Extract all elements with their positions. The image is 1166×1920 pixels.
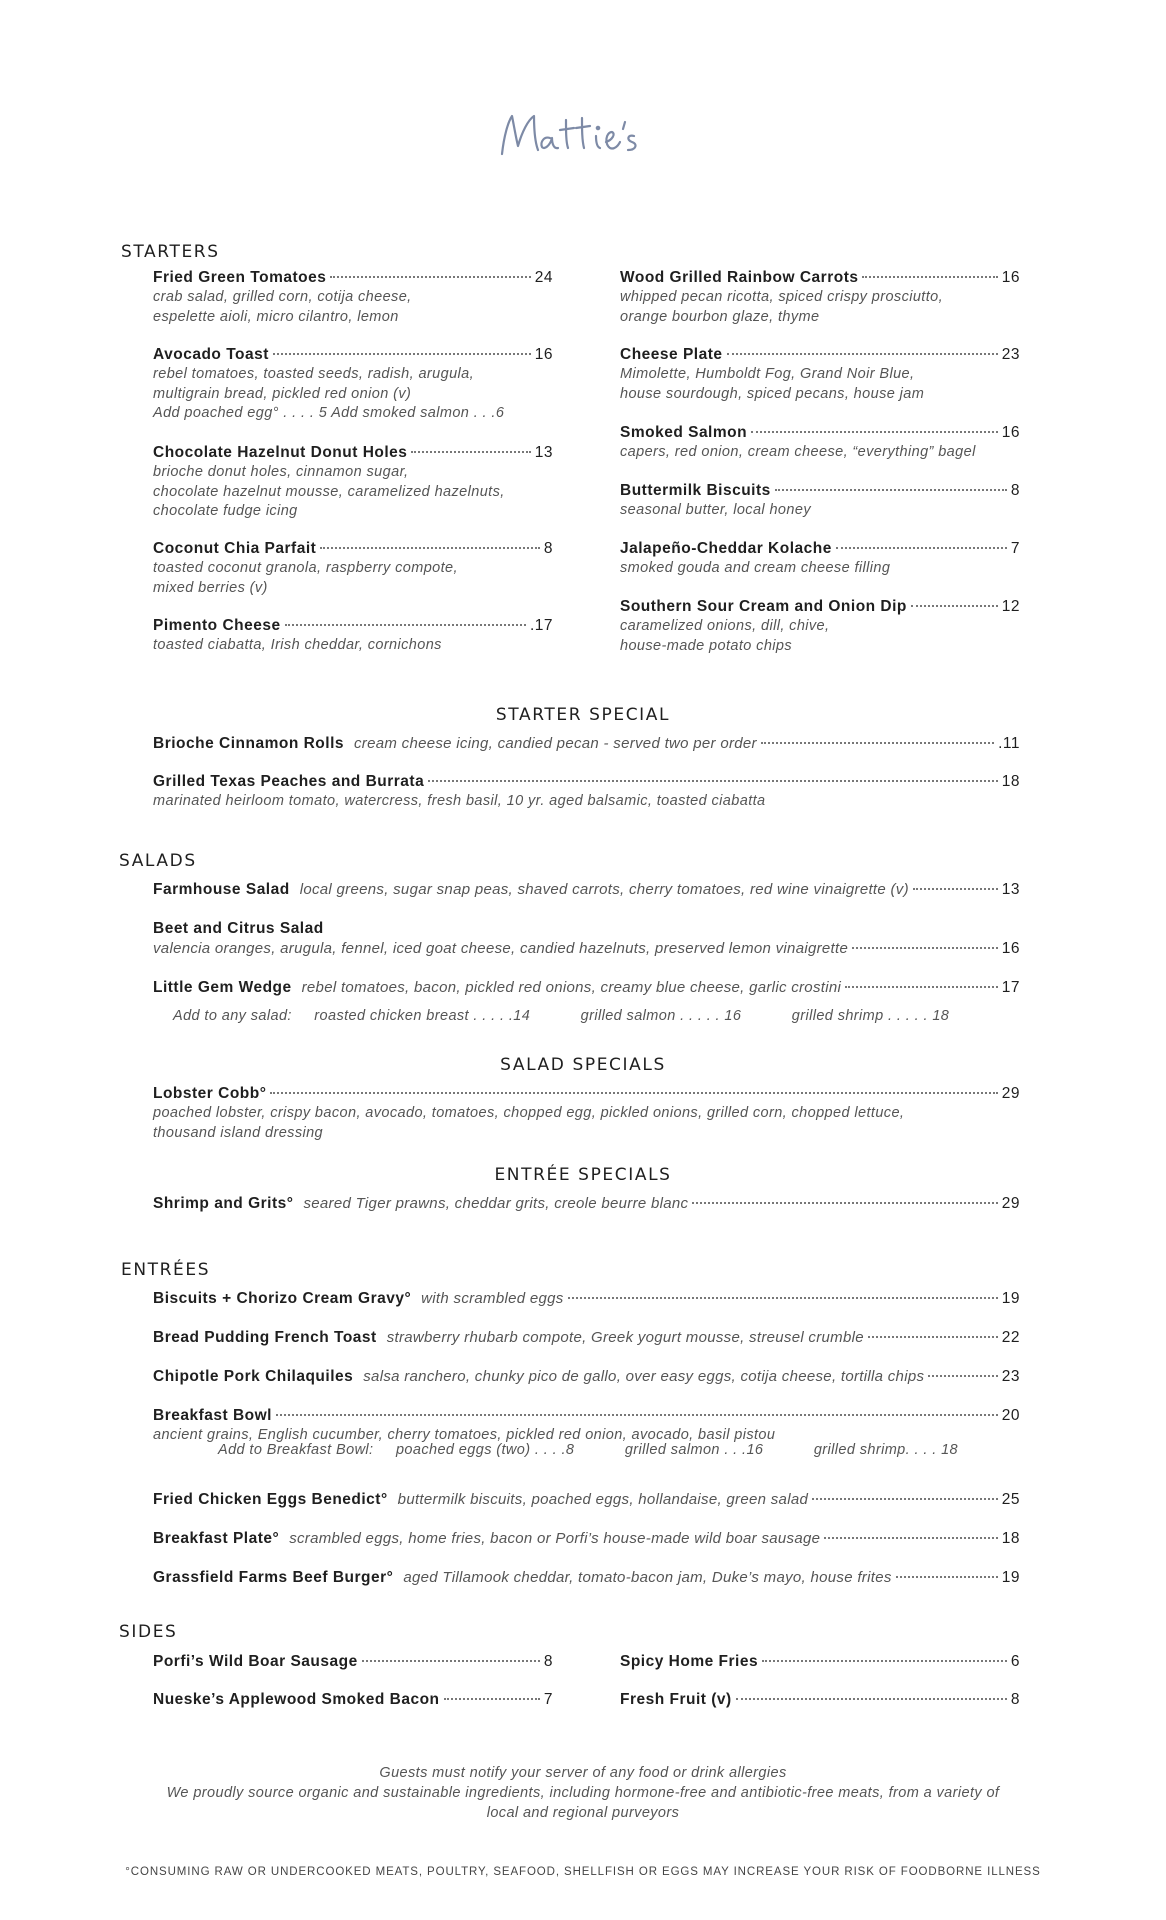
section-heading-starters: STARTERS	[121, 242, 220, 262]
menu-item	[153, 1367, 1020, 1387]
addon-option: grilled shrimp. . . . 18	[813, 1442, 959, 1458]
menu-item-row	[153, 1690, 553, 1710]
menu-item-price: 7	[1010, 540, 1020, 557]
allergy-note: Guests must notify your server of any food or drink allergies	[379, 1765, 787, 1781]
section-heading-entrees: ENTRÉES	[121, 1260, 211, 1280]
menu-item-price: 8	[1010, 1691, 1020, 1708]
menu-item-row	[153, 1367, 1020, 1387]
menu-item-row	[620, 1652, 1020, 1672]
menu-item-row	[620, 597, 1020, 617]
dot-leader	[911, 605, 998, 607]
menu-item	[153, 1490, 1020, 1510]
menu-item	[153, 939, 1020, 959]
menu-item-row	[153, 939, 1020, 959]
menu-item-name: Shrimp and Grits°	[153, 1195, 294, 1212]
menu-item-price: .11	[998, 735, 1020, 752]
menu-item	[153, 616, 553, 656]
menu-item-inline-description: valencia oranges, arugula, fennel, iced goat cheese, candied hazelnuts, preserved lemon vinaigrette	[153, 940, 849, 957]
menu-item	[620, 268, 1020, 327]
menu-item	[153, 772, 1020, 812]
menu-item-name: Southern Sour Cream and Onion Dip	[620, 598, 907, 615]
menu-item	[153, 1084, 1020, 1143]
menu-item	[620, 345, 1020, 404]
menu-item-name: Grassfield Farms Beef Burger°	[153, 1569, 394, 1586]
menu-item-description: poached lobster, crispy bacon, avocado, tomatoes, chopped egg, pickled onions, grilled corn, chopped lettuce, thousand island dressing	[153, 1105, 905, 1141]
menu-item-name: Breakfast Plate°	[153, 1530, 280, 1547]
menu-item-row	[620, 345, 1020, 365]
menu-item-inline-description: local greens, sugar snap peas, shaved carrots, cherry tomatoes, red wine vinaigrette (v)	[299, 881, 909, 898]
menu-item-row	[153, 1568, 1020, 1588]
menu-item-row	[153, 1328, 1020, 1348]
menu-item-inline-description: cream cheese icing, candied pecan - served two per order	[354, 735, 757, 752]
menu-item	[153, 443, 553, 522]
menu-item-name: Brioche Cinnamon Rolls	[153, 735, 344, 752]
dot-leader	[444, 1698, 540, 1700]
menu-item-inline-description: strawberry rhubarb compote, Greek yogurt mousse, streusel crumble	[386, 1329, 864, 1346]
addon-label: Add to any salad:	[173, 1008, 292, 1024]
menu-item-name: Nueske’s Applewood Smoked Bacon	[153, 1691, 440, 1708]
addon-option: poached eggs (two) . . . .8	[395, 1442, 575, 1458]
menu-item-name: Smoked Salmon	[620, 424, 748, 441]
menu-item-name: Bread Pudding French Toast	[153, 1329, 377, 1346]
section-heading-sides: SIDES	[119, 1622, 178, 1642]
menu-item-price: 16	[1001, 424, 1020, 441]
menu-item-row	[153, 1194, 1020, 1214]
menu-item-inline-description: buttermilk biscuits, poached eggs, hollandaise, green salad	[397, 1491, 809, 1508]
menu-item-row	[153, 1490, 1020, 1510]
addon-option: roasted chicken breast . . . . .14	[314, 1008, 531, 1024]
menu-item-price: 12	[1001, 598, 1020, 615]
menu-item	[620, 481, 1020, 521]
dot-leader	[751, 431, 998, 433]
menu-item-description: capers, red onion, cream cheese, “everything” bagel	[620, 444, 976, 460]
menu-item-inline-description: rebel tomatoes, bacon, pickled red onions, creamy blue cheese, garlic crostini	[301, 979, 842, 996]
menu-item-price: 25	[1001, 1491, 1020, 1508]
dot-leader	[862, 276, 997, 278]
menu-item	[153, 1652, 553, 1672]
menu-item-price: 8	[1010, 482, 1020, 499]
menu-item	[620, 423, 1020, 463]
dot-leader	[362, 1660, 540, 1662]
menu-item-row	[153, 268, 553, 288]
dot-leader	[727, 353, 998, 355]
addon-label: Add to Breakfast Bowl:	[218, 1442, 374, 1458]
dot-leader	[928, 1375, 997, 1377]
menu-item-price: 16	[1001, 940, 1020, 957]
menu-item-row	[153, 880, 1020, 900]
menu-item-name: Lobster Cobb°	[153, 1085, 267, 1102]
menu-item	[153, 1194, 1020, 1214]
menu-item-name: Fried Green Tomatoes	[153, 269, 327, 286]
menu-item-price: 16	[534, 346, 553, 363]
menu-item-inline-description: scrambled eggs, home fries, bacon or Porfi’s house-made wild boar sausage	[289, 1530, 821, 1547]
menu-item-name: Wood Grilled Rainbow Carrots	[620, 269, 859, 286]
menu-item-row	[153, 345, 553, 365]
menu-item-description: caramelized onions, dill, chive, house-made potato chips	[620, 618, 830, 654]
section-heading-entree-specials: ENTRÉE SPECIALS	[494, 1165, 672, 1185]
menu-item-price: 23	[1001, 346, 1020, 363]
menu-item-row	[153, 539, 553, 559]
menu-item	[620, 597, 1020, 656]
menu-item-price: 22	[1001, 1329, 1020, 1346]
menu-item-description: toasted ciabatta, Irish cheddar, cornichons	[153, 637, 442, 653]
section-heading-starter-special: STARTER SPECIAL	[495, 705, 671, 725]
dot-leader	[320, 547, 540, 549]
dot-leader	[812, 1498, 998, 1500]
menu-item-price: 16	[1001, 269, 1020, 286]
menu-item	[620, 1690, 1020, 1710]
menu-item	[153, 268, 553, 327]
menu-item-name: Jalapeño-Cheddar Kolache	[620, 540, 832, 557]
menu-item-description: rebel tomatoes, toasted seeds, radish, arugula, multigrain bread, pickled red onion (v) Add poached egg° . . . . 5 Add smoked salmon . . .6	[153, 366, 505, 421]
menu-item-price: 29	[1001, 1085, 1020, 1102]
menu-item-inline-description: salsa ranchero, chunky pico de gallo, over easy eggs, cotija cheese, tortilla chips	[363, 1368, 925, 1385]
menu-item-name: Grilled Texas Peaches and Burrata	[153, 773, 425, 790]
menu-item	[153, 880, 1020, 900]
dot-leader	[411, 451, 530, 453]
menu-item	[153, 1406, 1020, 1446]
menu-item-description: Mimolette, Humboldt Fog, Grand Noir Blue, house sourdough, spiced pecans, house jam	[620, 366, 925, 402]
menu-item-name: Farmhouse Salad	[153, 881, 290, 898]
dot-leader	[913, 888, 998, 890]
menu-item-price: 29	[1001, 1195, 1020, 1212]
menu-item-name: Buttermilk Biscuits	[620, 482, 771, 499]
menu-item-inline-description: aged Tillamook cheddar, tomato-bacon jam, Duke’s mayo, house frites	[403, 1569, 892, 1586]
menu-item-description: smoked gouda and cream cheese filling	[620, 560, 891, 576]
menu-item	[153, 1289, 1020, 1309]
menu-item-inline-description: seared Tiger prawns, cheddar grits, creole beurre blanc	[303, 1195, 689, 1212]
menu-item-description: toasted coconut granola, raspberry compote, mixed berries (v)	[153, 560, 458, 596]
dot-leader	[775, 489, 1007, 491]
dot-leader	[761, 742, 994, 744]
menu-item-row	[620, 1690, 1020, 1710]
menu-item-name: Chipotle Pork Chilaquiles	[153, 1368, 354, 1385]
dot-leader	[270, 1092, 997, 1094]
dot-leader	[736, 1698, 1007, 1700]
dot-leader	[692, 1202, 997, 1204]
menu-item-price: .17	[529, 617, 553, 634]
menu-item-name: Spicy Home Fries	[620, 1653, 759, 1670]
menu-item-row	[153, 443, 553, 463]
menu-item-name: Pimento Cheese	[153, 617, 281, 634]
menu-item	[153, 1529, 1020, 1549]
dot-leader	[845, 986, 998, 988]
dot-leader	[330, 276, 530, 278]
menu-item-row	[620, 539, 1020, 559]
menu-item-row	[153, 1289, 1020, 1309]
menu-item-row	[153, 772, 1020, 792]
menu-item-inline-description: with scrambled eggs	[421, 1290, 564, 1307]
menu-item-description: seasonal butter, local honey	[620, 502, 811, 518]
dot-leader	[762, 1660, 1007, 1662]
menu-item-price: 19	[1001, 1290, 1020, 1307]
menu-item-row	[153, 1084, 1020, 1104]
menu-item-name: Coconut Chia Parfait	[153, 540, 317, 557]
menu-item-price: 7	[543, 1691, 553, 1708]
menu-item	[620, 1652, 1020, 1672]
menu-item-description: whipped pecan ricotta, spiced crispy prosciutto, orange bourbon glaze, thyme	[620, 289, 944, 325]
menu-item-row	[153, 1652, 553, 1672]
menu-item-name: Chocolate Hazelnut Donut Holes	[153, 444, 408, 461]
menu-item-row	[620, 481, 1020, 501]
menu-item	[153, 345, 553, 424]
menu-item-name: Cheese Plate	[620, 346, 723, 363]
menu-item	[620, 539, 1020, 579]
restaurant-logo	[0, 92, 1166, 182]
menu-item-price: 20	[1001, 1407, 1020, 1424]
menu-item-row	[620, 268, 1020, 288]
menu-item	[153, 919, 1020, 939]
menu-item-description: brioche donut holes, cinnamon sugar, chocolate hazelnut mousse, caramelized hazelnuts, chocolate fudge icing	[153, 464, 505, 519]
sourcing-note: We proudly source organic and sustainable ingredients, including hormone-free and antibiotic-free meats, from a variety of local and regional purveyors	[166, 1785, 1000, 1821]
menu-item	[153, 734, 1020, 754]
dot-leader	[868, 1336, 998, 1338]
dot-leader	[896, 1576, 998, 1578]
mattie-signature-logo	[488, 92, 678, 182]
menu-item-description: marinated heirloom tomato, watercress, fresh basil, 10 yr. aged balsamic, toasted ciabatta	[153, 793, 766, 809]
dot-leader	[273, 353, 531, 355]
dot-leader	[824, 1537, 997, 1539]
addon-option: grilled shrimp . . . . . 18	[791, 1008, 950, 1024]
foodborne-illness-disclaimer: °CONSUMING RAW OR UNDERCOOKED MEATS, POULTRY, SEAFOOD, SHELLFISH OR EGGS MAY INCREASE YOUR RISK OF FOODBORNE ILLNESS	[125, 1866, 1041, 1878]
dot-leader	[285, 624, 526, 626]
menu-item-price: 18	[1001, 1530, 1020, 1547]
menu-item-description: crab salad, grilled corn, cotija cheese, espelette aioli, micro cilantro, lemon	[153, 289, 412, 325]
section-heading-salads: SALADS	[119, 851, 197, 871]
dot-leader	[276, 1414, 998, 1416]
menu-item-row	[153, 1529, 1020, 1549]
menu-item	[153, 978, 1020, 998]
menu-item-name: Little Gem Wedge	[153, 979, 292, 996]
menu-item-name: Fresh Fruit (v)	[620, 1691, 732, 1708]
menu-item-row	[153, 919, 1020, 939]
menu-item-row	[620, 423, 1020, 443]
dot-leader	[428, 780, 998, 782]
menu-item-name: Biscuits + Chorizo Cream Gravy°	[153, 1290, 412, 1307]
menu-item-price: 17	[1001, 979, 1020, 996]
menu-item-price: 19	[1001, 1569, 1020, 1586]
menu-item-price: 8	[543, 540, 553, 557]
menu-item-price: 8	[543, 1653, 553, 1670]
dot-leader	[852, 947, 998, 949]
menu-item-name: Fried Chicken Eggs Benedict°	[153, 1491, 388, 1508]
menu-item-price: 24	[534, 269, 553, 286]
menu-item-row	[153, 734, 1020, 754]
menu-item-price: 13	[1001, 881, 1020, 898]
section-heading-salad-specials: SALAD SPECIALS	[500, 1055, 666, 1075]
dot-leader	[568, 1297, 998, 1299]
menu-item-name: Beet and Citrus Salad	[153, 920, 324, 937]
menu-item-price: 13	[534, 444, 553, 461]
addon-option: grilled salmon . . . . . 16	[580, 1008, 742, 1024]
menu-item-row	[153, 616, 553, 636]
addon-option: grilled salmon . . .16	[624, 1442, 764, 1458]
menu-item	[153, 1328, 1020, 1348]
menu-item-price: 23	[1001, 1368, 1020, 1385]
menu-item-row	[153, 1406, 1020, 1426]
dot-leader	[836, 547, 1007, 549]
menu-item-description: ancient grains, English cucumber, cherry tomatoes, pickled red onion, avocado, basil pistou	[153, 1427, 776, 1443]
menu-item	[153, 539, 553, 598]
menu-item-name: Breakfast Bowl	[153, 1407, 272, 1424]
menu-item-name: Porfi’s Wild Boar Sausage	[153, 1653, 358, 1670]
menu-item-price: 6	[1010, 1653, 1020, 1670]
menu-item-row	[153, 978, 1020, 998]
menu-item-name: Avocado Toast	[153, 346, 269, 363]
menu-item	[153, 1690, 553, 1710]
menu-item-price: 18	[1001, 773, 1020, 790]
menu-item	[153, 1568, 1020, 1588]
salad-addons	[173, 1008, 995, 1024]
